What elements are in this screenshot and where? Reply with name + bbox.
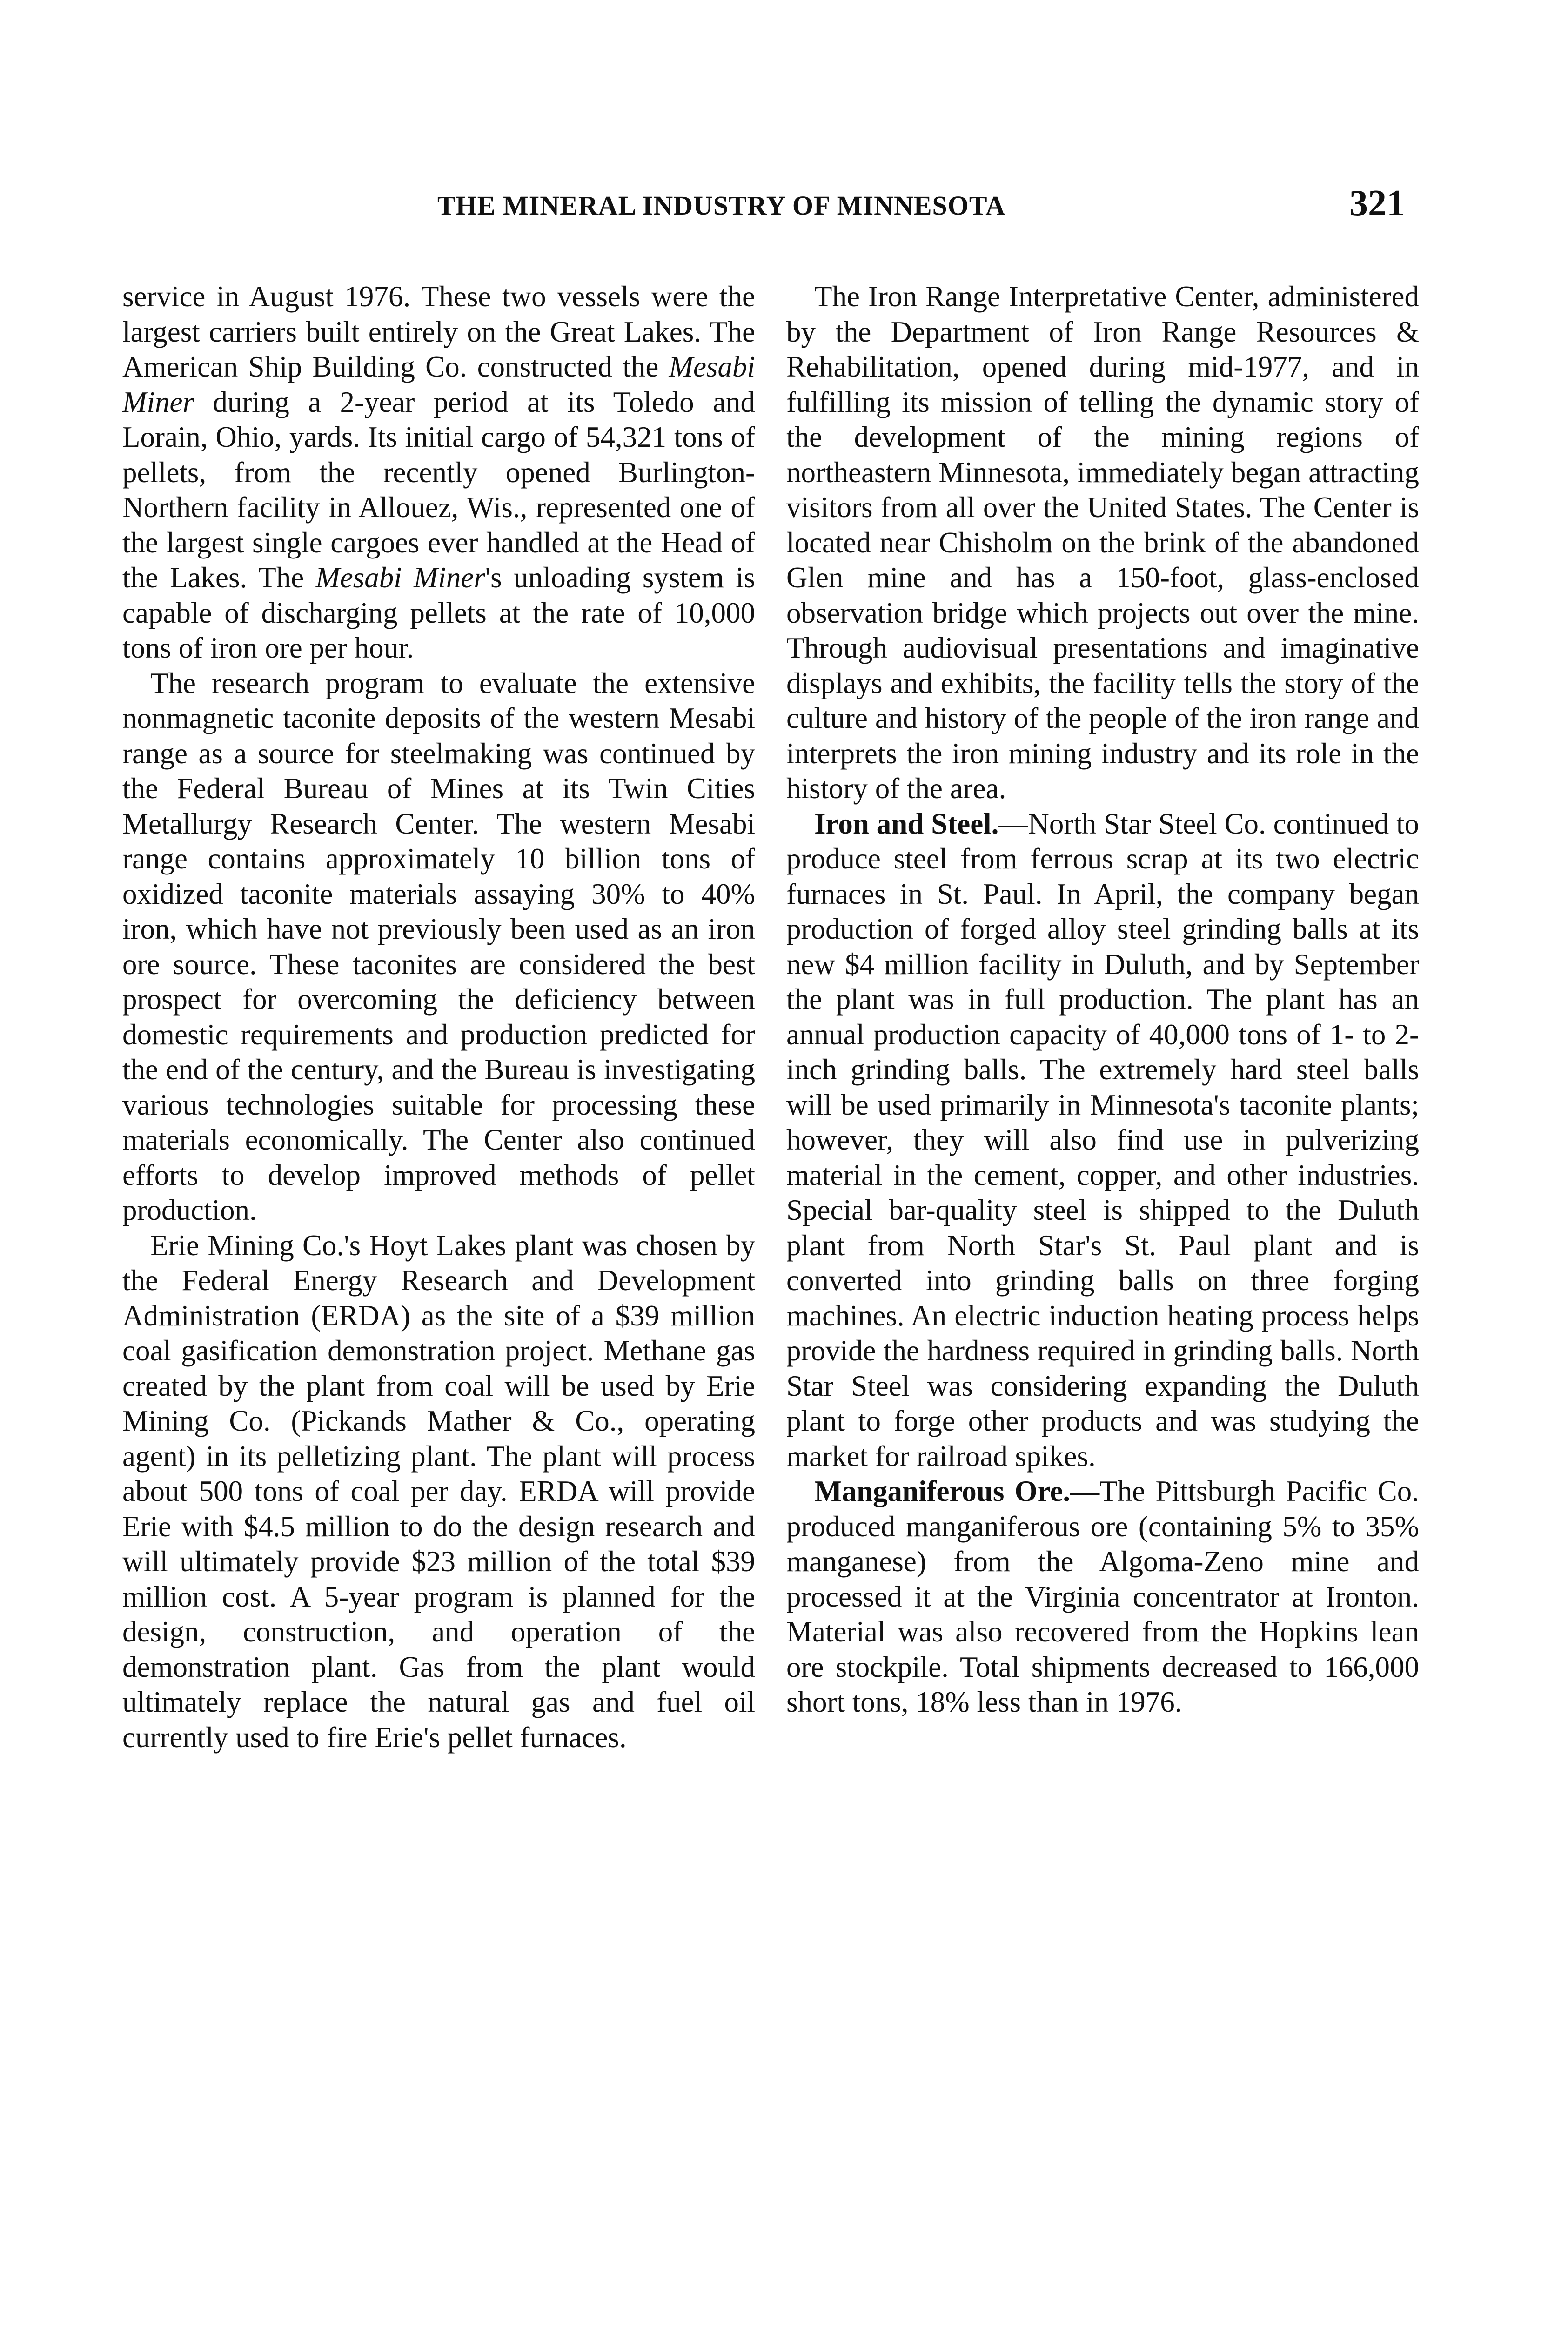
paragraph-research-program: The research program to evaluate the extensive nonmagnetic taconite deposits of the western Mesabi range as a source for steelmaking was continued by the Federal Bureau of Mines at its Twin Cities Metallurgy Research Center. The western Mesabi range contains approximately 10 billion tons of oxidized taconite materials assaying 30% to 40% iron, which have not previously been used as an iron ore source. These taconites are considered the best prospect for overcoming the deficiency between domestic requirements and production predicted for the end of the century, and the Bureau is investigating various technologies suitable for processing these materials economically. The Center also continued efforts to develop improved methods of pellet production.: [122, 666, 755, 1226]
paragraph-iron-steel: [786, 807, 1419, 1474]
section-heading-iron-steel: Iron and Steel.: [814, 807, 999, 840]
paragraph-text: —North Star Steel Co. continued to produce steel from ferrous scrap at its two electric furnaces in St. Paul. In April, the company began production of forged alloy steel grinding balls at its new $4 million facility in Duluth, and by September the plant was in full production. The plant has an annual production capacity of 40,000 tons of 1- to 2-inch grinding balls. The extremely hard steel balls will be used primarily in Minnesota's taconite plants; however, they will also find use in pulverizing material in the cement, copper, and other industries. Special bar-quality steel is shipped to the Duluth plant from North Star's St. Paul plant and is converted into grinding balls on three forging machines. An electric induction heating process helps provide the hardness required in grinding balls. North Star Steel was considering expanding the Duluth plant to forge other products and was studying the market for railroad spikes.: [786, 807, 1419, 1473]
running-title: THE MINERAL INDUSTRY OF MINNESOTA: [437, 190, 1006, 221]
paragraph-text: service in August 1976. These two vessels were the largest carriers built entirely on the Great Lakes. The American Ship Building Co. constructed the: [122, 280, 755, 383]
ship-name: Mesabi Miner: [315, 561, 485, 594]
page-number: 321: [1349, 183, 1405, 224]
left-column: [122, 279, 755, 1755]
ship-name: Mesabi Miner: [122, 350, 755, 418]
paragraph-text: during a 2-year period at its Toledo and Lorain, Ohio, yards. Its initial cargo of 54,321 tons of pellets, from the recently opened Burlington-Northern facility in Allouez, Wis., represented one of the largest single cargoes ever handled at the Head of the Lakes. The: [122, 385, 755, 594]
paragraph-interpretative-center: The Iron Range Interpretative Center, administered by the Department of Iron Range Resources & Rehabilitation, opened during mid-1977, and in fulfilling its mission of telling the dynamic story of the development of the mining regions of northeastern Minnesota, immediately began attracting visitors from all over the United States. The Center is located near Chisholm on the brink of the abandoned Glen mine and has a 150-foot, glass-enclosed observation bridge which projects out over the mine. Through audiovisual presentations and imaginative displays and exhibits, the facility tells the story of the culture and history of the people of the iron range and interprets the iron mining industry and its role in the history of the area.: [786, 280, 1419, 805]
section-heading-manganiferous-ore: Manganiferous Ore.: [814, 1475, 1071, 1507]
paragraph-erie-mining: Erie Mining Co.'s Hoyt Lakes plant was chosen by the Federal Energy Research and Development Administration (ERDA) as the site of a $39 million coal gasification demonstration project. Methane gas created by the plant from coal will be used by Erie Mining Co. (Pickands Mather & Co., operating agent) in its pelletizing plant. The plant will process about 500 tons of coal per day. ERDA will provide Erie with $4.5 million to do the design research and will ultimately provide $23 million of the total $39 million cost. A 5-year program is planned for the design, construction, and operation of the demonstration plant. Gas from the plant would ultimately replace the natural gas and fuel oil currently used to fire Erie's pellet furnaces.: [122, 1229, 755, 1754]
paragraph-vessels: [122, 279, 755, 666]
paragraph-text: —The Pittsburgh Pacific Co. produced manganiferous ore (containing 5% to 35% manganese) from the Algoma-Zeno mine and processed it at the Virginia concentrator at Ironton. Material was also recovered from the Hopkins lean ore stockpile. Total shipments decreased to 166,000 short tons, 18% less than in 1976.: [786, 1475, 1419, 1718]
right-column: [786, 279, 1419, 1720]
paragraph-manganiferous-ore: [786, 1474, 1419, 1720]
paragraph-text: 's unloading system is capable of discharging pellets at the rate of 10,000 tons of iron ore per hour.: [122, 561, 755, 664]
